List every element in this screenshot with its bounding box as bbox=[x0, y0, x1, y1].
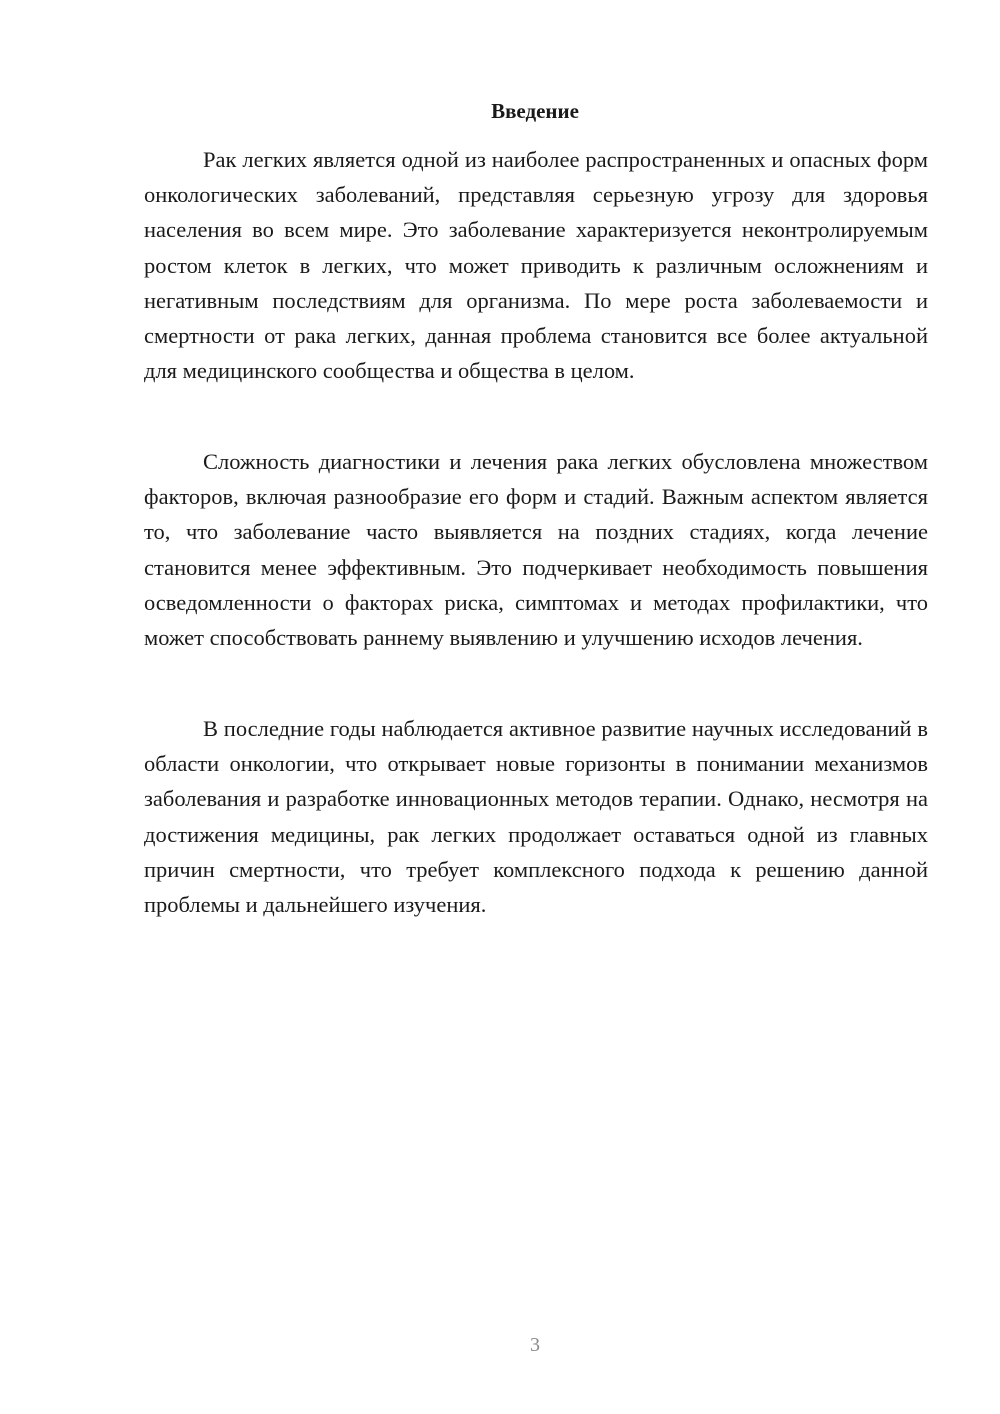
paragraph-1: Рак легких является одной из наиболее распространенных и опасных форм онкологических заболеваний, представляя серьезную угрозу для здоровья населения во всем мире. Это заболевание характеризуется неконтролируемым ростом клеток в легких, что может приводить к различным осложнениям и негативным последствиям для организма. По мере роста заболеваемости и смертности от рака легких, данная проблема становится все более актуальной для медицинского сообщества и общества в целом. bbox=[144, 147, 928, 384]
paragraph-3: В последние годы наблюдается активное развитие научных исследований в области онкологии, что открывает новые горизонты в понимании механизмов заболевания и разработке инновационных методов терапии. Однако, несмотря на достижения медицины, рак легких продолжает оставаться одной из главных причин смертности, что требует комплексного подхода к решению данной проблемы и дальнейшего изучения. bbox=[144, 716, 928, 918]
paragraph-2: Сложность диагностики и лечения рака легких обусловлена множеством факторов, включая разнообразие его форм и стадий. Важным аспектом является то, что заболевание часто выявляется на поздних стадиях, когда лечение становится менее эффективным. Это подчеркивает необходимость повышения осведомленности о факторах риска, симптомах и методах профилактики, что может способствовать раннему выявлению и улучшению исходов лечения. bbox=[144, 449, 928, 651]
section-heading: Введение bbox=[491, 99, 579, 123]
page-number: 3 bbox=[530, 1334, 540, 1356]
